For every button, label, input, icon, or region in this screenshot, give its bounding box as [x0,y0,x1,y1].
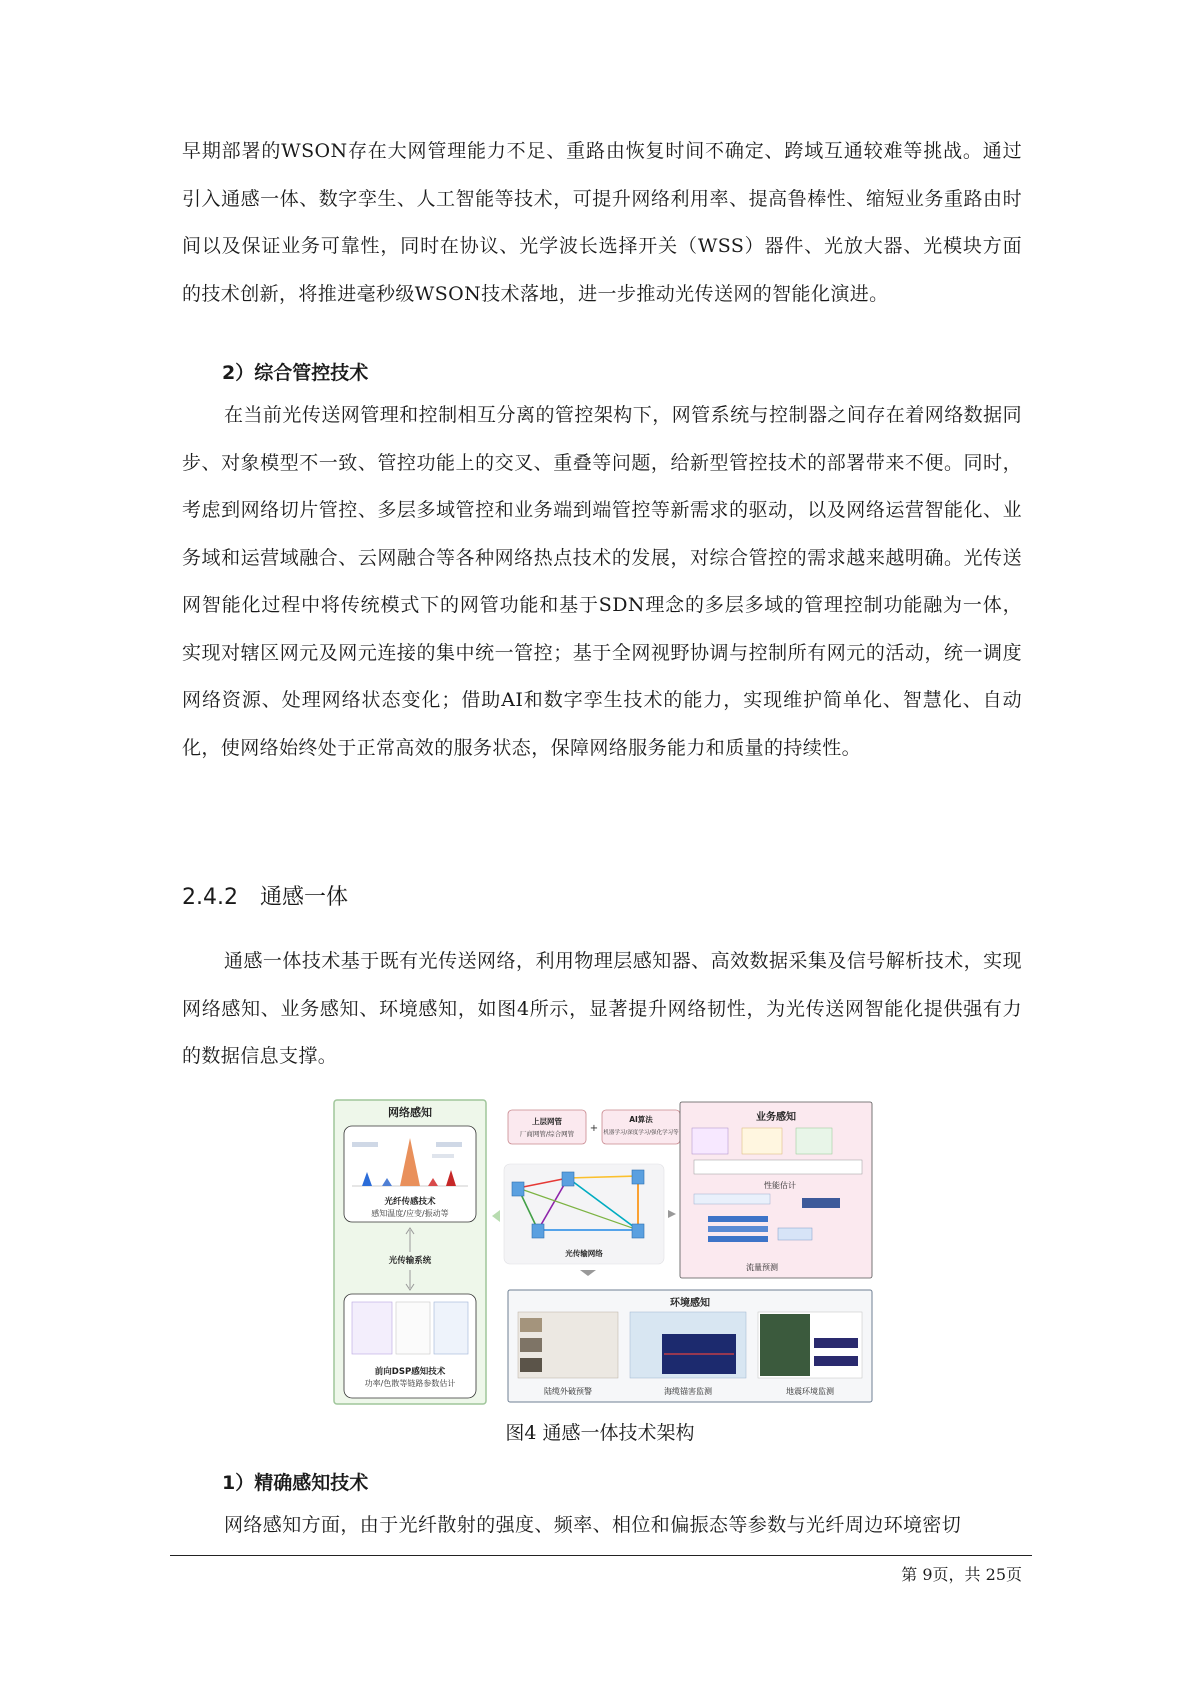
service-sensing-title: 业务感知 [756,1112,796,1123]
heading-precise-sensing: 1）精确感知技术 [222,1472,369,1494]
traffic-bar-2 [708,1226,768,1232]
earthquake-trace-1 [814,1338,858,1348]
service-pipeline [694,1160,862,1174]
arrow-to-service [668,1210,676,1218]
env-item-earthquake: 地震环境监测 [786,1387,834,1396]
traffic-pred-label: 流量预测 [746,1263,778,1272]
traffic-block-1 [694,1194,770,1204]
earthquake-trace-2 [814,1356,858,1366]
paragraph-wson: 早期部署的WSON存在大网管理能力不足、重路由恢复时间不确定、跨域互通较难等挑战。通过引入通感一体、数字孪生、人工智能等技术，可提升网络利用率、提高鲁棒性、缩短业务重路由时间以及保证业务可靠性，同时在协议、光学波长选择开关（WSS）器件、光放大器、光模块方面的技术创新，将推进毫秒级WSON技术落地，进一步推动光传送网的智能化演进。 [182,140,1022,305]
optical-network-label: 光传输网络 [565,1249,603,1258]
label-stub-3 [432,1154,454,1158]
dsp-desc-label: 功率/色散等链路参数估计 [364,1379,456,1388]
env-sensing-title: 环境感知 [670,1298,710,1309]
label-stub-2 [436,1142,462,1147]
node-4 [532,1224,544,1238]
fiber-tech-label: 光纤传感技术 [384,1197,436,1207]
dsp-block-3 [434,1302,468,1354]
paragraph-precise-sensing: 网络感知方面，由于光纤散射的强度、频率、相位和偏振态等参数与光纤周边环境密切 [224,1514,962,1536]
node-1 [512,1182,524,1196]
earthquake-map [760,1314,810,1376]
traffic-block-3 [778,1228,812,1240]
section-title [182,880,348,911]
fiber-desc-label: 感知温度/应变/振动等 [371,1209,449,1218]
service-block-3 [796,1128,832,1154]
service-block-1 [692,1128,728,1154]
arrow-to-env [580,1270,596,1276]
node-3 [632,1170,644,1184]
section-name: 通感一体 [259,885,348,910]
traffic-bar-1 [708,1216,768,1222]
service-block-2 [742,1128,782,1154]
env-item-sea: 海缆锚害监测 [664,1387,712,1396]
heading-integrated-control: 2）综合管控技术 [222,362,369,384]
land-photo-3 [520,1358,542,1372]
node-2 [562,1172,574,1186]
upper-nm-box [508,1110,586,1144]
traffic-bar-3 [708,1236,768,1242]
page-number: 第 9页，共 25页 [901,1565,1022,1584]
optical-system-label: 光传输系统 [388,1256,432,1266]
upper-nm-desc: 厂商网管/综合网管 [519,1130,575,1138]
ai-algo-label: AI算法 [629,1115,653,1124]
label-stub-1 [352,1142,378,1147]
figure-architecture [332,1098,876,1406]
figure-caption: 图4 通感一体技术架构 [505,1422,695,1444]
plus-sign: + [589,1123,599,1134]
dsp-block-2 [396,1302,430,1354]
dsp-tech-label: 前向DSP感知技术 [374,1367,446,1377]
dsp-block-1 [352,1302,392,1354]
network-sensing-title: 网络感知 [388,1106,432,1119]
section-number: 2.4.2 [182,885,238,910]
env-item-land: 陆缆外破预警 [544,1387,592,1396]
paragraph-sensing: 通感一体技术基于既有光传送网络，利用物理层感知器、高效数据采集及信号解析技术，实现网络感知、业务感知、环境感知，如图4所示，显著提升网络韧性，为光传送网智能化提供强有力的数据信息支撑。 [182,950,1022,1067]
arrow-to-network-sensing [492,1210,500,1222]
land-photo-2 [520,1338,542,1352]
ai-desc: 机器学习/深度学习/强化学习等 [603,1130,679,1136]
footer-divider [170,1555,1032,1556]
paragraph-integrated-control: 在当前光传送网管理和控制相互分离的管控架构下，网管系统与控制器之间存在着网络数据同步、对象模型不一致、管控功能上的交叉、重叠等问题，给新型管控技术的部署带来不便。同时，考虑到网络切片管控、多层多域管控和业务端到端管控等新需求的驱动，以及网络运营智能化、业务域和运营域融合、云网融合等各种网络热点技术的发展，对综合管控的需求越来越明确。光传送网智能化过程中将传统模式下的网管功能和基于SDN理念的多层多域的管理控制功能融为一体，实现对辖区网元及网元连接的集中统一管控；基于全网视野协调与控制所有网元的活动，统一调度网络资源、处理网络状态变化；借助AI和数字孪生技术的能力，实现维护简单化、智慧化、自动化，使网络始终处于正常高效的服务状态，保障网络服务能力和质量的持续性。 [182,404,1022,759]
land-photo-1 [520,1318,542,1332]
traffic-block-2 [802,1198,840,1208]
perf-est-label: 性能估计 [764,1181,796,1190]
node-5 [632,1224,644,1238]
upper-nm-label: 上层网管 [532,1117,562,1126]
